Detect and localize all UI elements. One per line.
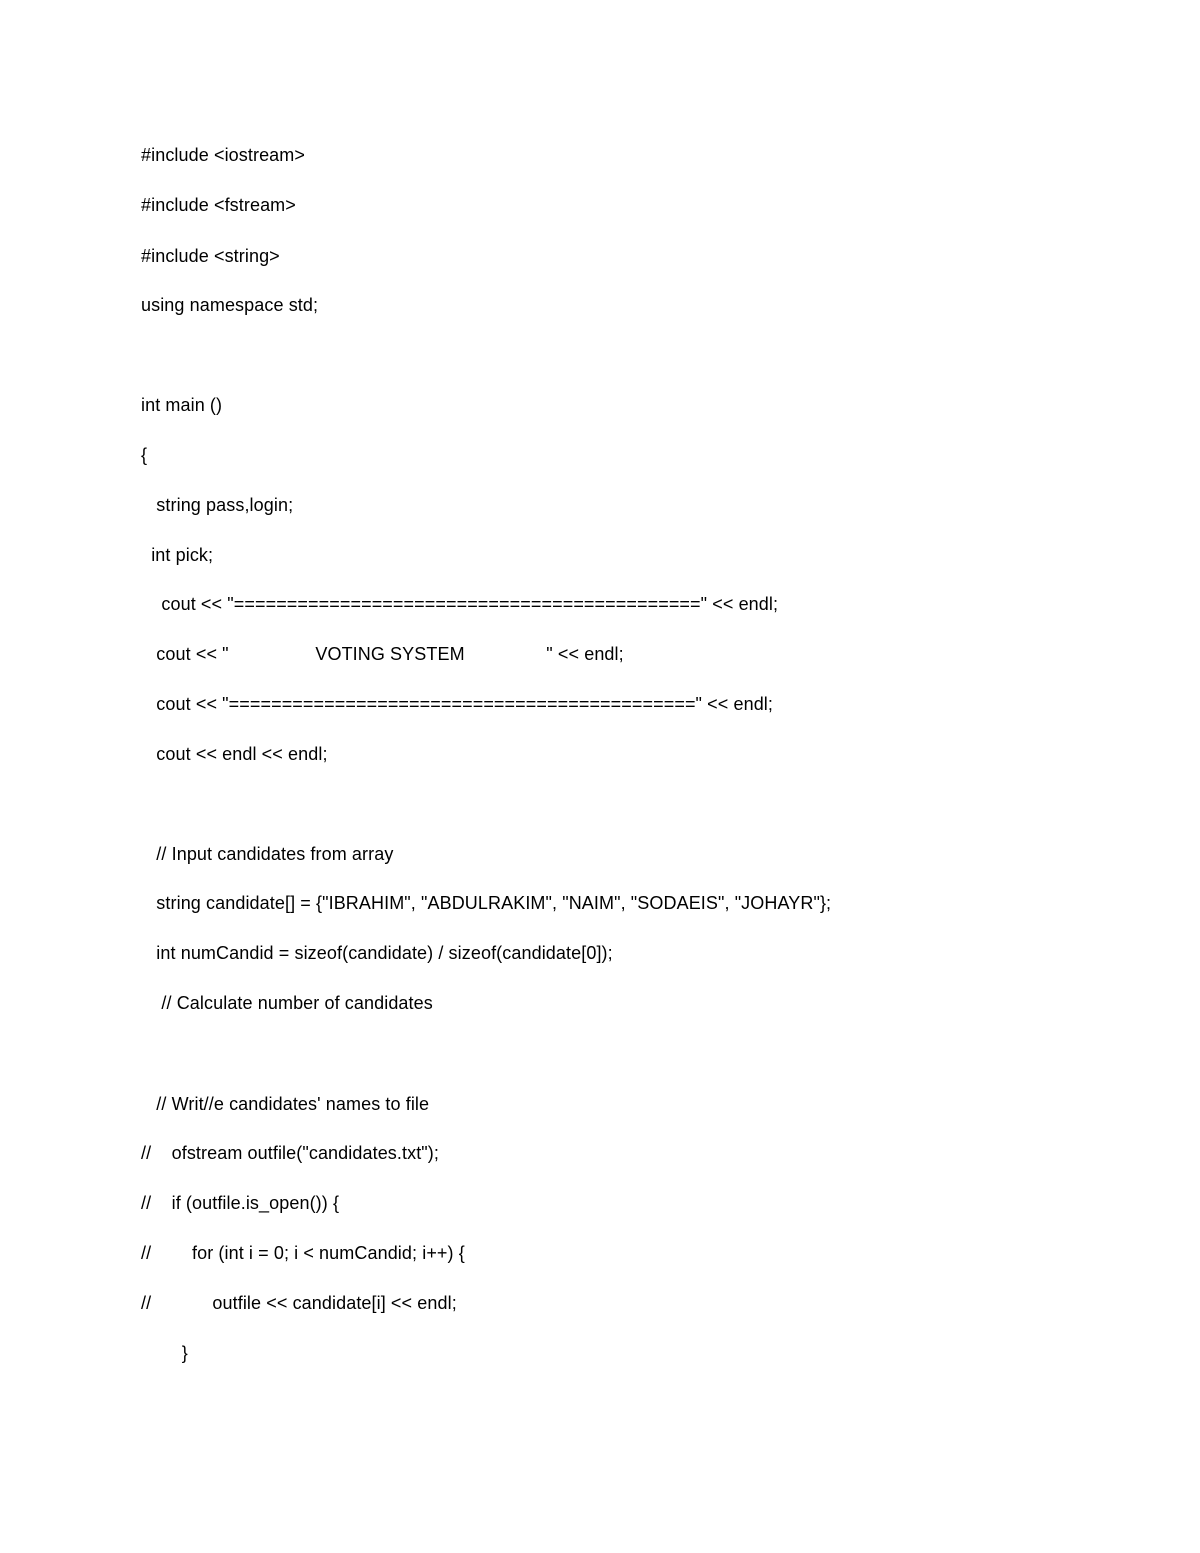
code-line: cout << "============================================" << endl; xyxy=(141,594,779,614)
code-line: #include <iostream> xyxy=(141,145,305,165)
code-comment: // Calculate number of candidates xyxy=(141,993,433,1013)
code-line: #include <fstream> xyxy=(141,195,296,215)
code-line: cout << "============================================" << endl; xyxy=(141,694,774,714)
code-line: int main () xyxy=(141,395,223,415)
code-line: int pick; xyxy=(141,545,214,565)
code-line: #include <string> xyxy=(141,246,280,266)
code-line: } xyxy=(141,1343,188,1363)
code-line: int numCandid = sizeof(candidate) / sizeof(candidate[0]); xyxy=(141,943,613,963)
code-line: cout << endl << endl; xyxy=(141,744,328,764)
code-comment: // outfile << candidate[i] << endl; xyxy=(141,1293,457,1313)
code-line: cout << " VOTING SYSTEM " << endl; xyxy=(141,644,624,664)
code-line: using namespace std; xyxy=(141,295,319,315)
code-line: { xyxy=(141,445,148,465)
code-line: string pass,login; xyxy=(141,495,294,515)
code-comment: // ofstream outfile("candidates.txt"); xyxy=(141,1143,439,1163)
code-comment: // if (outfile.is_open()) { xyxy=(141,1193,340,1213)
code-comment: // for (int i = 0; i < numCandid; i++) { xyxy=(141,1243,465,1263)
code-comment: // Writ//e candidates' names to file xyxy=(141,1094,430,1114)
code-line: string candidate[] = {"IBRAHIM", "ABDULRAKIM", "NAIM", "SODAEIS", "JOHAYR"}; xyxy=(141,893,832,913)
code-comment: // Input candidates from array xyxy=(141,844,394,864)
